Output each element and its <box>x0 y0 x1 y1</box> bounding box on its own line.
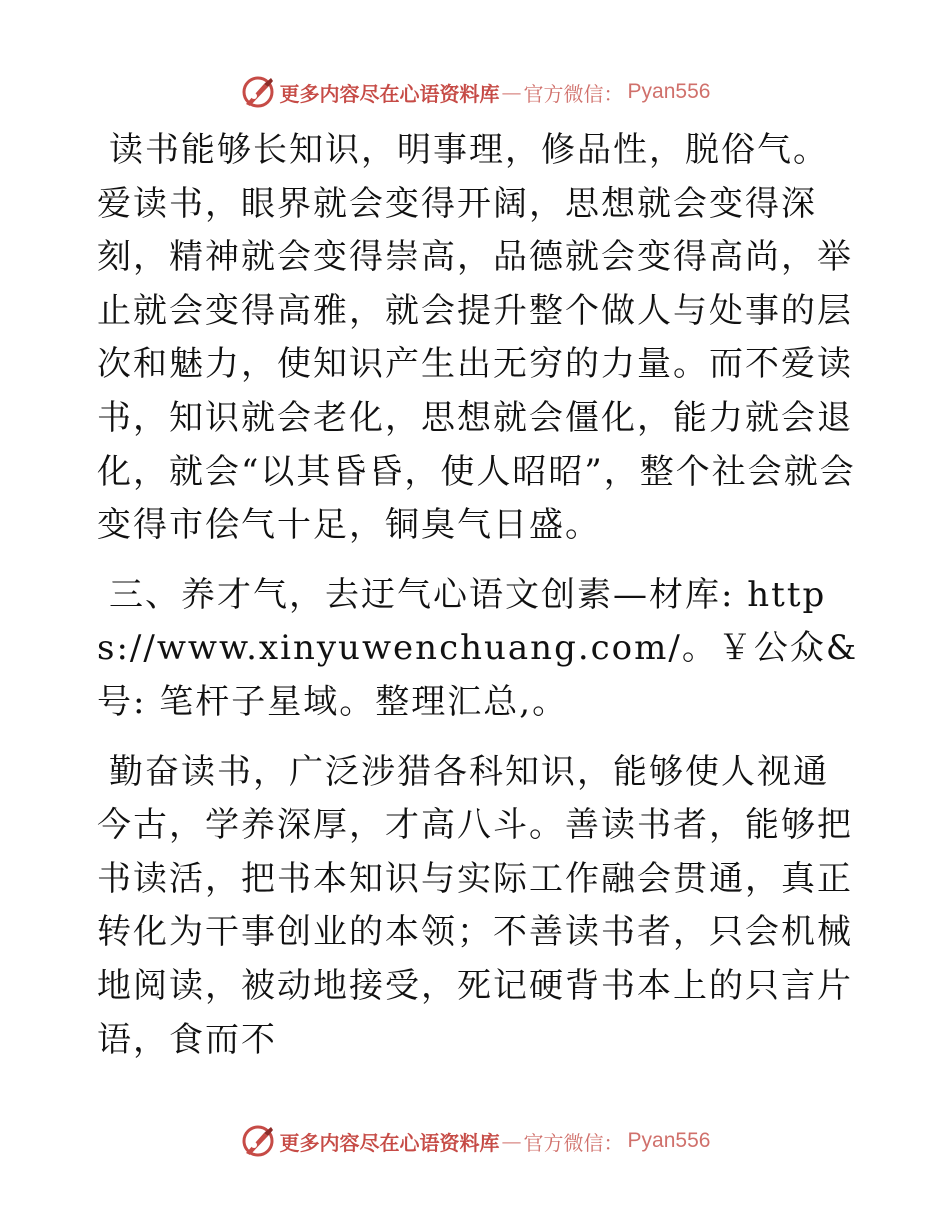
brush-pen-circle-logo-icon <box>240 1123 276 1159</box>
banner-dash: — <box>501 80 522 104</box>
header-banner <box>0 70 950 114</box>
banner-wechat-label: 官方微信： <box>523 81 624 106</box>
banner-slogan: 更多内容尽在心语资料库 <box>279 1130 500 1155</box>
footer-banner <box>0 1119 950 1163</box>
banner-wechat-id: Pyan556 <box>627 80 711 103</box>
banner-dash: — <box>501 1129 522 1153</box>
document-body <box>97 124 862 1067</box>
banner-wechat-id: Pyan556 <box>627 1129 711 1152</box>
paragraph-reading-benefits: 读书能够长知识，明事理，修品性，脱俗气。爱读书，眼界就会变得开阔，思想就会变得深刻，精神就会变得崇高，品德就会变得高尚，举止就会变得高雅，就会提升整个做人与处事的层次和魅力，使知识产生出无穷的力量。而不爱读书，知识就会老化，思想就会僵化，能力就会退化，就会“以其昏昏，使人昭昭”，整个社会就会变得市侩气十足，铜臭气日盛。 <box>97 130 856 546</box>
banner-wechat-label: 官方微信： <box>523 1130 624 1155</box>
banner-slogan: 更多内容尽在心语资料库 <box>279 81 500 106</box>
brush-pen-circle-logo-icon <box>240 74 276 110</box>
paragraph-diligent-reading: 勤奋读书，广泛涉猎各科知识，能够使人视通今古，学养深厚，才高八斗。善读书者，能够把书读活，把书本知识与实际工作融会贯通，真正转化为干事创业的本领；不善读书者，只会机械地阅读，被动地接受，死记硬背书本上的只言片语，食而不 <box>97 751 853 1060</box>
paragraph-section-three-heading: 三、养才气，去迂气心语文创素—材库: https://www.xinyuwenchuang.com/。￥公众&号: 笔杆子星域。整理汇总,。 <box>97 574 859 722</box>
